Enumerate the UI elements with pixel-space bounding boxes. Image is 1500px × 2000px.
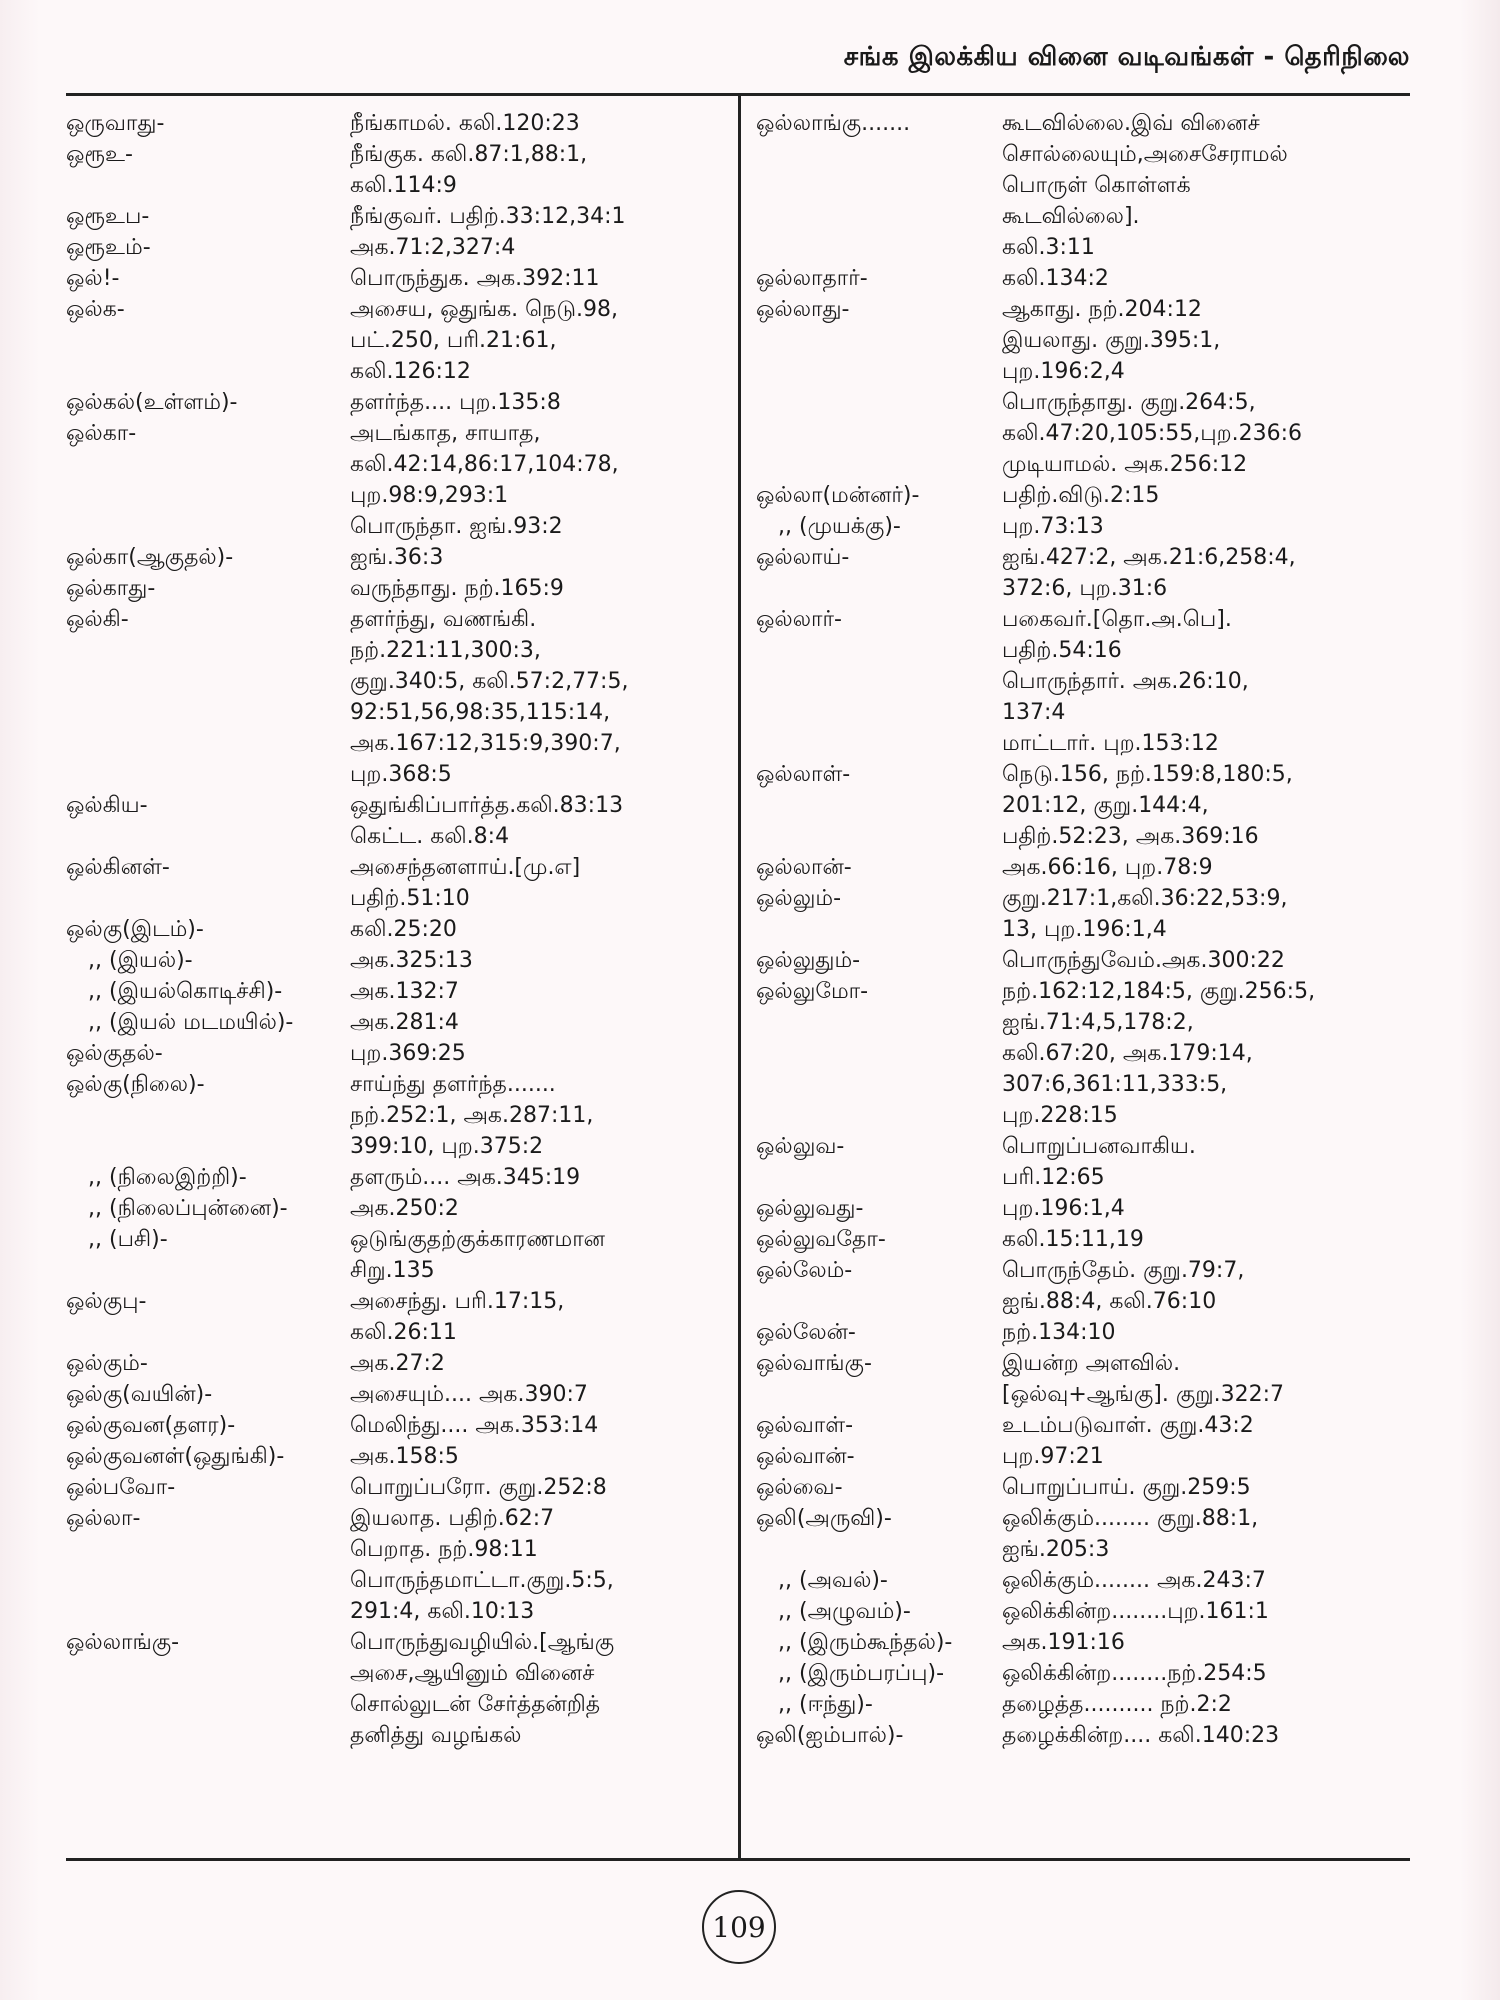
dictionary-entry <box>756 883 1406 945</box>
definition-line: 291:4, கலி.10:13 <box>350 1599 535 1624</box>
entry-term: ஒல்கிய- <box>66 793 148 818</box>
definition-line: இயலாது. குறு.395:1, <box>1002 328 1221 353</box>
entry-term: ஒல்லாது- <box>756 297 850 322</box>
definition-line: அக.191:16 <box>1002 1630 1125 1655</box>
definition-line: புற.73:13 <box>1002 514 1104 539</box>
entry-term: ஒல்லுவதோ- <box>756 1227 886 1252</box>
entry-definition <box>1002 1348 1406 1410</box>
entry-definition <box>1002 604 1406 759</box>
dictionary-entry <box>66 945 726 976</box>
entry-term: ஒல்குபு- <box>66 1289 147 1314</box>
definition-line: புற.369:25 <box>350 1041 466 1066</box>
dictionary-entry <box>66 418 726 542</box>
dictionary-entry <box>756 1658 1406 1689</box>
definition-line: பொருந்தேம். குறு.79:7, <box>1002 1258 1245 1283</box>
definition-line: அக.158:5 <box>350 1444 459 1469</box>
dictionary-entry <box>66 1038 726 1069</box>
dictionary-entry <box>756 511 1406 542</box>
dictionary-entry <box>66 387 726 418</box>
dictionary-entry <box>66 790 726 852</box>
entry-definition <box>350 201 726 232</box>
entry-term: ,, (நிலைஇற்றி)- <box>88 1165 247 1190</box>
entry-definition <box>350 1627 726 1751</box>
definition-line: ஐங்.71:4,5,178:2, <box>1002 1010 1194 1035</box>
definition-line: கலி.25:20 <box>350 917 457 942</box>
definition-line: நெடு.156, நற்.159:8,180:5, <box>1002 762 1293 787</box>
entry-term: ஒல்லேன்- <box>756 1320 856 1345</box>
dictionary-entry <box>756 480 1406 511</box>
definition-line: 372:6, புற.31:6 <box>1002 576 1168 601</box>
entry-term: ஒல்லுவது- <box>756 1196 864 1221</box>
dictionary-entry <box>66 1379 726 1410</box>
definition-line: ஒலிக்கும்........ குறு.88:1, <box>1002 1506 1259 1531</box>
entry-definition <box>1002 1627 1406 1658</box>
entry-term: ஒல்வாள்- <box>756 1413 854 1438</box>
definition-line: ஒலிக்கின்ற........புற.161:1 <box>1002 1599 1269 1624</box>
dictionary-entry <box>66 232 726 263</box>
definition-line: பொருந்துவழியில்.[ஆங்கு <box>350 1630 615 1655</box>
definition-line: சொல்லையும்,அசைசேராமல் <box>1002 142 1288 167</box>
entry-definition <box>1002 480 1406 511</box>
definition-line: புற.368:5 <box>350 762 452 787</box>
dictionary-entry <box>66 108 726 139</box>
definition-line: ஒலிக்கும்........ அக.243:7 <box>1002 1568 1266 1593</box>
entry-definition <box>350 790 726 852</box>
definition-line: புற.228:15 <box>1002 1103 1118 1128</box>
entry-definition <box>1002 511 1406 542</box>
dictionary-entry <box>66 1472 726 1503</box>
definition-line: ஐங்.88:4, கலி.76:10 <box>1002 1289 1217 1314</box>
entry-definition <box>1002 1317 1406 1348</box>
entry-term: ஒல்கு(நிலை)- <box>66 1072 205 1097</box>
definition-line: பொருந்தார். அக.26:10, <box>1002 669 1249 694</box>
definition-line: அக.281:4 <box>350 1010 459 1035</box>
definition-line: பொருந்தாது. குறு.264:5, <box>1002 390 1256 415</box>
entry-definition <box>1002 1689 1406 1720</box>
dictionary-entry <box>66 1007 726 1038</box>
definition-line: முடியாமல். அக.256:12 <box>1002 452 1248 477</box>
definition-line: புற.98:9,293:1 <box>350 483 509 508</box>
entry-definition <box>350 1472 726 1503</box>
definition-line: பெறாத. நற்.98:11 <box>350 1537 538 1562</box>
entry-term: ஒல்கு(இடம்)- <box>66 917 204 942</box>
entry-definition <box>350 108 726 139</box>
definition-line: பொருந்துக. அக.392:11 <box>350 266 600 291</box>
definition-line: பொருந்தா. ஐங்.93:2 <box>350 514 563 539</box>
dictionary-entry <box>756 1224 1406 1255</box>
entry-definition <box>350 1441 726 1472</box>
definition-line: நீங்குவர். பதிற்.33:12,34:1 <box>350 204 626 229</box>
entry-definition <box>1002 263 1406 294</box>
entry-definition <box>1002 1596 1406 1627</box>
dictionary-entry <box>66 201 726 232</box>
dictionary-entry <box>756 1565 1406 1596</box>
running-header: சங்க இலக்கிய வினை வடிவங்கள் - தெரிநிலை <box>843 42 1410 72</box>
entry-definition <box>350 1007 726 1038</box>
entry-definition <box>350 852 726 914</box>
entry-term: ஒல்வான்- <box>756 1444 855 1469</box>
entry-definition <box>1002 1131 1406 1193</box>
entry-definition <box>1002 1255 1406 1317</box>
dictionary-entry <box>756 1410 1406 1441</box>
definition-line: 92:51,56,98:35,115:14, <box>350 700 611 725</box>
entry-term: ,, (அவல்)- <box>778 1568 888 1593</box>
definition-line: தனித்து வழங்கல் <box>350 1723 522 1748</box>
entry-definition <box>350 604 726 790</box>
dictionary-entry <box>66 976 726 1007</box>
entry-definition <box>1002 976 1406 1131</box>
dictionary-entry <box>756 852 1406 883</box>
dictionary-entry <box>756 759 1406 852</box>
entry-term: ஒல்குவன(தளர)- <box>66 1413 236 1438</box>
definition-line: கலி.26:11 <box>350 1320 457 1345</box>
definition-line: கலி.67:20, அக.179:14, <box>1002 1041 1253 1066</box>
dictionary-entry <box>66 1627 726 1751</box>
entry-term: ஒல்கு(வயின்)- <box>66 1382 213 1407</box>
definition-line: உடம்படுவாள். குறு.43:2 <box>1002 1413 1254 1438</box>
entry-definition <box>350 1224 726 1286</box>
definition-line: பதிற்.54:16 <box>1002 638 1122 663</box>
definition-line: அடங்காத, சாயாத, <box>350 421 541 446</box>
entry-term: ,, (இரும்கூந்தல்)- <box>778 1630 953 1655</box>
dictionary-entry <box>756 1627 1406 1658</box>
definition-line: கலி.42:14,86:17,104:78, <box>350 452 619 477</box>
definition-line: அசைந்து. பரி.17:15, <box>350 1289 565 1314</box>
entry-term: ஒல்பவோ- <box>66 1475 176 1500</box>
entry-definition <box>1002 1503 1406 1565</box>
dictionary-entry <box>756 1255 1406 1317</box>
entry-definition <box>1002 1193 1406 1224</box>
entry-term: ஒல்லேம்- <box>756 1258 853 1283</box>
definition-line: 307:6,361:11,333:5, <box>1002 1072 1228 1097</box>
definition-line: சாய்ந்து தளர்ந்த....... <box>350 1072 556 1097</box>
definition-line: [ஒல்வு+ஆங்கு]. குறு.322:7 <box>1002 1382 1285 1407</box>
entry-definition <box>1002 542 1406 604</box>
definition-line: வருந்தாது. நற்.165:9 <box>350 576 564 601</box>
definition-line: அசைந்தனளாய்.[மு.எ] <box>350 855 581 880</box>
entry-definition <box>1002 108 1406 263</box>
entry-definition <box>1002 294 1406 480</box>
dictionary-entry <box>66 1441 726 1472</box>
dictionary-entry <box>66 573 726 604</box>
definition-line: 13, புற.196:1,4 <box>1002 917 1167 942</box>
entry-definition <box>350 232 726 263</box>
definition-line: கூடவில்லை]. <box>1002 204 1140 229</box>
definition-line: சொல்லுடன் சேர்த்தன்றித் <box>350 1692 601 1717</box>
definition-line: ஐங்.36:3 <box>350 545 444 570</box>
entry-definition <box>350 542 726 573</box>
entry-term: ஒலி(அருவி)- <box>756 1506 892 1531</box>
definition-line: தளரும்.... அக.345:19 <box>350 1165 581 1190</box>
definition-line: கலி.3:11 <box>1002 235 1095 260</box>
definition-line: பொறுப்பனவாகிய. <box>1002 1134 1196 1159</box>
definition-line: மெலிந்து.... அக.353:14 <box>350 1413 599 1438</box>
entry-definition <box>350 573 726 604</box>
entry-term: ஒல்லா- <box>66 1506 141 1531</box>
definition-line: 201:12, குறு.144:4, <box>1002 793 1209 818</box>
entry-definition <box>1002 945 1406 976</box>
entry-term: ஒல்கா- <box>66 421 137 446</box>
entry-term: ஒல்வாங்கு- <box>756 1351 872 1376</box>
definition-line: குறு.340:5, கலி.57:2,77:5, <box>350 669 629 694</box>
entry-term: ,, (பசி)- <box>88 1227 168 1252</box>
dictionary-entry <box>66 1069 726 1162</box>
entry-term: ஒல்லும்- <box>756 886 842 911</box>
dictionary-entry <box>756 976 1406 1131</box>
entry-term: ,, (இயல்கொடிச்சி)- <box>88 979 283 1004</box>
entry-definition <box>1002 852 1406 883</box>
definition-line: பொறுப்பாய். குறு.259:5 <box>1002 1475 1251 1500</box>
definition-line: அக.66:16, புற.78:9 <box>1002 855 1213 880</box>
entry-definition <box>1002 1720 1406 1751</box>
left-column <box>66 108 726 1751</box>
dictionary-entry <box>756 1596 1406 1627</box>
entry-definition <box>1002 1410 1406 1441</box>
entry-definition <box>350 1069 726 1162</box>
entry-definition <box>350 1348 726 1379</box>
entry-term: ஒல்லாங்கு- <box>66 1630 180 1655</box>
right-column <box>756 108 1406 1751</box>
entry-term: ஒல்!- <box>66 266 120 291</box>
entry-term: ஒல்லான்- <box>756 855 852 880</box>
entry-definition <box>350 387 726 418</box>
definition-line: அக.250:2 <box>350 1196 459 1221</box>
entry-term: ஒல்லுமோ- <box>756 979 869 1004</box>
entry-definition <box>350 1379 726 1410</box>
definition-line: 399:10, புற.375:2 <box>350 1134 544 1159</box>
definition-line: தளர்ந்த.... புற.135:8 <box>350 390 561 415</box>
dictionary-entry <box>756 1193 1406 1224</box>
definition-line: கெட்ட. கலி.8:4 <box>350 824 510 849</box>
definition-line: புற.196:1,4 <box>1002 1196 1125 1221</box>
dictionary-entry <box>66 1162 726 1193</box>
dictionary-entry <box>66 1503 726 1627</box>
entry-term: ,, (இயல்)- <box>88 948 193 973</box>
entry-definition <box>350 976 726 1007</box>
definition-line: மாட்டார். புற.153:12 <box>1002 731 1219 756</box>
entry-definition <box>1002 1658 1406 1689</box>
entry-definition <box>1002 759 1406 852</box>
entry-definition <box>350 1193 726 1224</box>
definition-line: கலி.15:11,19 <box>1002 1227 1144 1252</box>
entry-definition <box>1002 1565 1406 1596</box>
entry-term: ஒருவாது- <box>66 111 165 136</box>
definition-line: பதிற்.52:23, அக.369:16 <box>1002 824 1259 849</box>
definition-line: நற்.162:12,184:5, குறு.256:5, <box>1002 979 1316 1004</box>
dictionary-entry <box>756 1131 1406 1193</box>
dictionary-entry <box>756 294 1406 480</box>
definition-line: பொருந்துவேம்.அக.300:22 <box>1002 948 1285 973</box>
entry-term: ஒல்லுவ- <box>756 1134 845 1159</box>
entry-definition <box>350 1503 726 1627</box>
definition-line: அக.132:7 <box>350 979 459 1004</box>
dictionary-entry <box>756 1689 1406 1720</box>
definition-line: அக.167:12,315:9,390:7, <box>350 731 621 756</box>
dictionary-entry <box>66 263 726 294</box>
definition-line: தளர்ந்து, வணங்கி. <box>350 607 537 632</box>
entry-term: ஒரூஉம்- <box>66 235 151 260</box>
dictionary-entry <box>756 1348 1406 1410</box>
definition-line: கலி.126:12 <box>350 359 471 384</box>
definition-line: ஆகாது. நற்.204:12 <box>1002 297 1202 322</box>
definition-line: அக.325:13 <box>350 948 473 973</box>
definition-line: அசையும்.... அக.390:7 <box>350 1382 588 1407</box>
definition-line: பதிற்.51:10 <box>350 886 470 911</box>
entry-term: ஒல்குதல்- <box>66 1041 163 1066</box>
entry-term: ஒல்வை- <box>756 1475 843 1500</box>
definition-line: அசை,ஆயினும் வினைச் <box>350 1661 595 1686</box>
dictionary-entry <box>756 263 1406 294</box>
entry-term: ஒல்காது- <box>66 576 156 601</box>
entry-term: ஒல்கி- <box>66 607 129 632</box>
entry-definition <box>350 1162 726 1193</box>
entry-term: ஒல்லாய்- <box>756 545 850 570</box>
dictionary-entry <box>756 604 1406 759</box>
definition-line: அக.71:2,327:4 <box>350 235 516 260</box>
definition-line: தழைத்த.......... நற்.2:2 <box>1002 1692 1232 1717</box>
entry-definition <box>350 1038 726 1069</box>
entry-term: ஒரூஉப- <box>66 204 150 229</box>
dictionary-entry <box>756 542 1406 604</box>
page-number: 109 <box>702 1890 776 1964</box>
definition-line: ஒடுங்குதற்குக்காரணமான <box>350 1227 606 1252</box>
entry-term: ,, (முயக்கு)- <box>778 514 901 539</box>
entry-term: ஒல்குவனள்(ஒதுங்கி)- <box>66 1444 285 1469</box>
entry-term: ஒல்கும்- <box>66 1351 148 1376</box>
definition-line: புற.97:21 <box>1002 1444 1104 1469</box>
dictionary-entry <box>66 1410 726 1441</box>
dictionary-entry <box>66 604 726 790</box>
definition-line: அசைய, ஒதுங்க. நெடு.98, <box>350 297 618 322</box>
dictionary-entry <box>756 945 1406 976</box>
entry-term: ,, (நிலைப்புன்னை)- <box>88 1196 288 1221</box>
dictionary-entry <box>66 1348 726 1379</box>
entry-term: ஒல்லார்- <box>756 607 842 632</box>
dictionary-entry <box>66 1286 726 1348</box>
entry-definition <box>1002 1441 1406 1472</box>
entry-term: ஒல்லுதும்- <box>756 948 861 973</box>
entry-term: ,, (அழுவம்)- <box>778 1599 911 1624</box>
column-divider <box>738 94 741 1859</box>
definition-line: ஐங்.205:3 <box>1002 1537 1110 1562</box>
definition-line: இயலாத. பதிற்.62:7 <box>350 1506 555 1531</box>
dictionary-entry <box>66 294 726 387</box>
definition-line: கலி.114:9 <box>350 173 457 198</box>
definition-line: புற.196:2,4 <box>1002 359 1125 384</box>
entry-term: ஒரூஉ- <box>66 142 133 167</box>
definition-line: தழைக்கின்ற.... கலி.140:23 <box>1002 1723 1280 1748</box>
entry-term: ,, (இரும்பரப்பு)- <box>778 1661 945 1686</box>
definition-line: கலி.47:20,105:55,புற.236:6 <box>1002 421 1302 446</box>
dictionary-entry <box>756 1720 1406 1751</box>
definition-line: இயன்ற அளவில். <box>1002 1351 1181 1376</box>
definition-line: நற்.221:11,300:3, <box>350 638 541 663</box>
dictionary-entry <box>756 1503 1406 1565</box>
definition-line: கலி.134:2 <box>1002 266 1109 291</box>
dictionary-entry <box>756 1317 1406 1348</box>
entry-definition <box>350 263 726 294</box>
entry-definition <box>350 418 726 542</box>
entry-definition <box>350 1410 726 1441</box>
definition-line: பொறுப்பரோ. குறு.252:8 <box>350 1475 607 1500</box>
dictionary-entry <box>66 852 726 914</box>
entry-definition <box>350 914 726 945</box>
entry-definition <box>350 294 726 387</box>
entry-term: ,, (இயல் மடமயில்)- <box>88 1010 294 1035</box>
entry-term: ஒல்லாள்- <box>756 762 851 787</box>
entry-term: ஒல்கா(ஆகுதல்)- <box>66 545 234 570</box>
entry-definition <box>350 945 726 976</box>
definition-line: பகைவர்.[தொ.அ.பெ]. <box>1002 607 1232 632</box>
dictionary-entry <box>756 108 1406 263</box>
entry-term: ஒல்க- <box>66 297 125 322</box>
definition-line: நீங்காமல். கலி.120:23 <box>350 111 580 136</box>
definition-line: பட்.250, பரி.21:61, <box>350 328 557 353</box>
entry-term: ஒல்லாங்கு....... <box>756 111 911 136</box>
definition-line: அக.27:2 <box>350 1351 445 1376</box>
definition-line: 137:4 <box>1002 700 1066 725</box>
definition-line: பொருள் கொள்ளக் <box>1002 173 1191 198</box>
dictionary-entry <box>66 139 726 201</box>
definition-line: பொருந்தமாட்டா.குறு.5:5, <box>350 1568 614 1593</box>
entry-definition <box>1002 1224 1406 1255</box>
definition-line: கூடவில்லை.இவ் வினைச் <box>1002 111 1260 136</box>
entry-definition <box>1002 1472 1406 1503</box>
entry-definition <box>350 139 726 201</box>
entry-definition <box>1002 883 1406 945</box>
dictionary-entry <box>66 542 726 573</box>
definition-line: பதிற்.விடு.2:15 <box>1002 483 1160 508</box>
dictionary-entry <box>756 1472 1406 1503</box>
entry-term: ஒல்லா(மன்னர்)- <box>756 483 920 508</box>
dictionary-entry <box>66 914 726 945</box>
entry-definition <box>350 1286 726 1348</box>
entry-term: ஒலி(ஐம்பால்)- <box>756 1723 904 1748</box>
dictionary-entry <box>66 1193 726 1224</box>
definition-line: பரி.12:65 <box>1002 1165 1105 1190</box>
definition-line: ஐங்.427:2, அக.21:6,258:4, <box>1002 545 1296 570</box>
definition-line: ஒதுங்கிப்பார்த்த.கலி.83:13 <box>350 793 624 818</box>
footer-rule <box>66 1858 1410 1861</box>
entry-term: ஒல்லாதார்- <box>756 266 868 291</box>
entry-term: ஒல்கல்(உள்ளம்)- <box>66 390 238 415</box>
definition-line: நற்.134:10 <box>1002 1320 1116 1345</box>
definition-line: ஒலிக்கின்ற........நற்.254:5 <box>1002 1661 1267 1686</box>
definition-line: குறு.217:1,கலி.36:22,53:9, <box>1002 886 1288 911</box>
entry-term: ஒல்கினள்- <box>66 855 170 880</box>
entry-term: ,, (ஈந்து)- <box>778 1692 873 1717</box>
definition-line: நற்.252:1, அக.287:11, <box>350 1103 594 1128</box>
dictionary-entry <box>756 1441 1406 1472</box>
definition-line: நீங்குக. கலி.87:1,88:1, <box>350 142 588 167</box>
dictionary-entry <box>66 1224 726 1286</box>
definition-line: சிறு.135 <box>350 1258 435 1283</box>
